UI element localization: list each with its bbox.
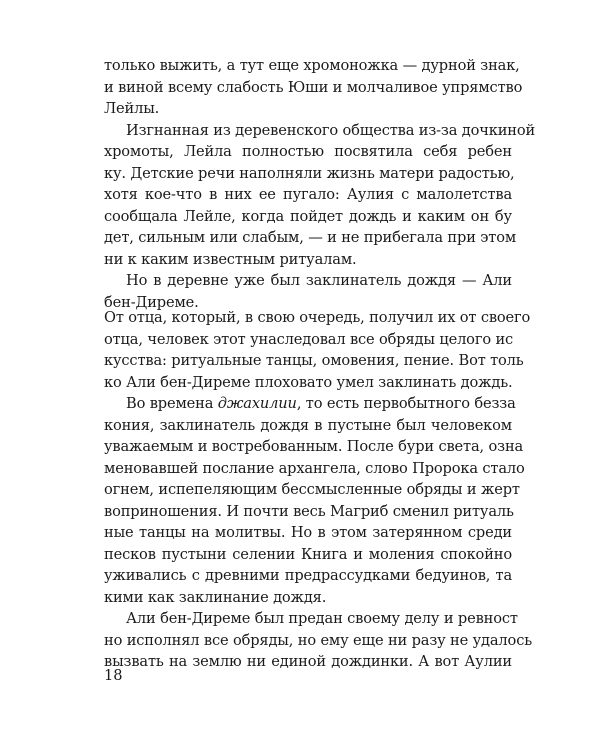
text-line-italic (104, 393, 516, 415)
text-line: ные танцы на молитвы. Но в этом затерянном среди (104, 524, 512, 541)
text-line: уживались с древними предрассудками бедуинов, та (104, 567, 512, 584)
text-line: вызвать на землю ни единой дождинки. А вот Аулии (104, 653, 512, 670)
text-line: но исполнял все обряды, но ему еще ни разу не удалось (104, 631, 533, 649)
text-line: отца, человек этот унаследовал все обряды целого ис (104, 330, 514, 348)
text-line: дет, сильным или слабым, — и не прибегала при этом (104, 229, 517, 246)
text-line: ни к каким известным ритуалам. (104, 250, 357, 268)
text-line: уважаемым и востребованным. После бури света, озна (104, 438, 524, 455)
text-segment: Во времена (126, 395, 218, 412)
text-line: бен-Диреме. (104, 293, 199, 311)
text-line: воприношения. И почти весь Магриб сменил ритуаль (104, 502, 514, 520)
text-line: Но в деревне уже был заклинатель дождя — Али (126, 272, 512, 289)
text-line: и виной всему слабость Юши и молчаливое упрямство (104, 78, 523, 96)
text-block-top (104, 55, 536, 313)
text-block-bottom (104, 307, 533, 673)
text-line: только выжить, а тут еще хромоножка — дурной знак, (104, 57, 520, 74)
text-line: меновавшей послание архангела, слово Пророка стало (104, 459, 525, 477)
text-line: кими как заклинание дождя. (104, 588, 327, 606)
italic-term: джахилии (217, 395, 297, 412)
text-line: От отца, который, в свою очередь, получил их от своего (104, 309, 531, 326)
text-line: Лейлы. (104, 100, 160, 117)
text-line: песков пустыни селении Книга и моления спокойно (104, 545, 512, 563)
text-line: Изгнанная из деревенского общества из-за дочкиной (126, 121, 536, 139)
text-line: огнем, испепеляющим бессмысленные обряды и жерт (104, 481, 520, 498)
text-line: сообщала Лейле, когда пойдет дождь и каким он бу (104, 207, 512, 225)
page-number: 18 (104, 667, 123, 684)
text-line: кония, заклинатель дождя в пустыне был человеком (104, 416, 512, 434)
text-line: хромоты, Лейла полностью посвятила себя ребен (104, 143, 512, 160)
text-segment: , то есть первобытного безза (296, 395, 516, 412)
text-line: кусства: ритуальные танцы, омовения, пение. Вот толь (104, 352, 524, 369)
text-line: ко Али бен-Диреме плоховато умел заклинать дождь. (104, 373, 513, 391)
text-line: хотя кое-что в них ее пугало: Аулия с малолетства (104, 186, 512, 203)
text-line: Али бен-Диреме был предан своему делу и ревност (126, 610, 518, 627)
text-line: ку. Детские речи наполняли жизнь матери радостью, (104, 164, 515, 182)
